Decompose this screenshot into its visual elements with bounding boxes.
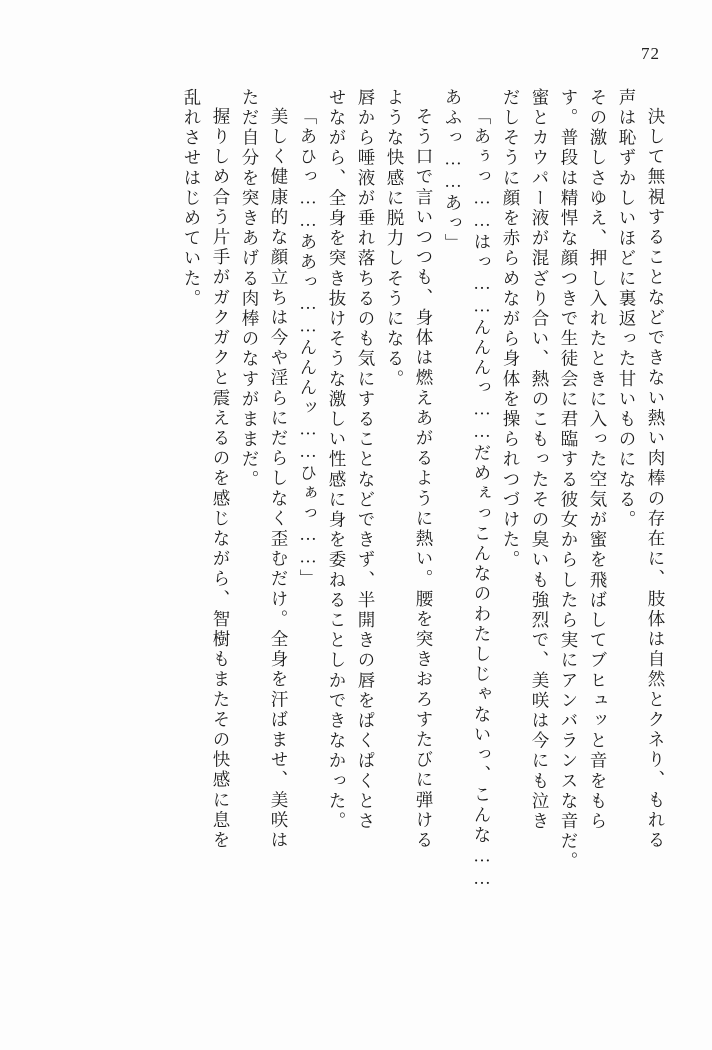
text-line: 唇から唾液が垂れ落ちるのも気にすることなどできず、半開きの唇をぱくぱくとさ bbox=[356, 88, 376, 832]
text-line: す。普段は精悍な顔つきで生徒会に君臨する彼女からしたら実にアンバランスな音だ。 bbox=[559, 88, 579, 872]
text-line: 蜜とカウパー液が混ざり合い、熱のこもったその臭いも強烈で、美咲は今にも泣き bbox=[530, 88, 550, 832]
text-line: 「あひっ……ああっ……んんんッ……ひぁっ……」 bbox=[298, 107, 318, 590]
text-line: そう口で言いつつも、身体は燃えあがるように熱い。腰を突きおろすたびに弾ける bbox=[414, 107, 434, 851]
text-line: だしそうに顔を赤らめながら身体を操られつづけた。 bbox=[501, 88, 521, 571]
text-line: 握りしめ合う片手がガクガクと震えるのを感じながら、智樹もまたその快感に息を bbox=[211, 107, 231, 851]
text-line: ただ自分を突きあげる肉棒のなすがままだ。 bbox=[240, 88, 260, 490]
text-line: ような快感に脱力しそうになる。 bbox=[385, 88, 405, 390]
text-line: 美しく健康的な顔立ちは今や淫らにだらしなく歪むだけ。全身を汗ばませ、美咲は bbox=[269, 107, 289, 851]
text-line: 「あぅっ……はっ……んんんっ……だめぇっこんなのわたしじゃないっ、こんな…… bbox=[472, 107, 492, 891]
text-line: 声は恥ずかしいほどに裏返った甘いものになる。 bbox=[617, 88, 637, 531]
text-line: せながら、全身を突き抜けそうな激しい性感に身を委ねることしかできなかった。 bbox=[327, 88, 347, 832]
page-number: 72 bbox=[641, 44, 660, 63]
text-line: 乱れさせはじめていた。 bbox=[182, 88, 202, 310]
text-line: 決して無視することなどできない熱い肉棒の存在に、肢体は自然とクネり、もれる bbox=[646, 107, 666, 851]
body-text-block bbox=[52, 88, 664, 990]
text-line: その激しさゆえ、押し入れたときに入った空気が蜜を飛ばしてブヒュッと音をもら bbox=[588, 88, 608, 832]
text-line: あふっ……あっ」 bbox=[443, 88, 463, 254]
